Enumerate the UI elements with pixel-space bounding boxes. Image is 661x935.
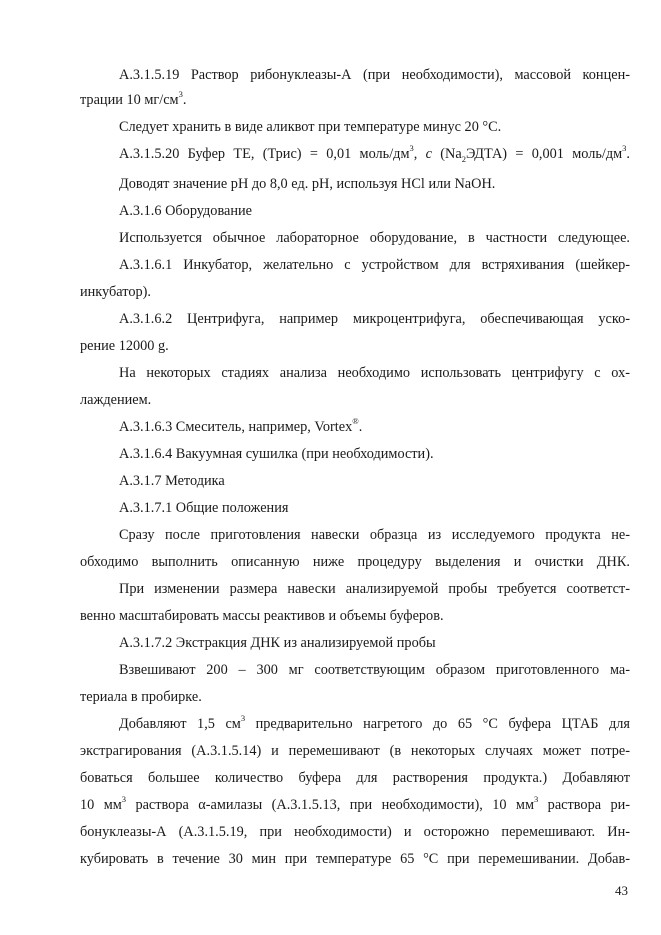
section-heading: А.3.1.7.1 Общие положения	[119, 500, 289, 516]
text-line: Взвешивают 200 – 300 мг соответствующим образом приготовленного ма-	[119, 662, 630, 678]
text-line: Доводят значение рН до 8,0 ед. рН, используя HCl или NaOH.	[119, 176, 496, 192]
text-line: лаждением.	[80, 392, 152, 408]
section-heading: А.3.1.6 Оборудование	[119, 203, 252, 219]
text-line: При изменении размера навески анализируемой пробы требуется соответст-	[119, 581, 630, 597]
text-line: Используется обычное лабораторное оборудование, в частности следующее.	[119, 230, 630, 246]
text-line: экстрагирования (А.3.1.5.14) и перемешивают (в некоторых случаях может потре-	[80, 743, 630, 759]
section-heading: А.3.1.7.2 Экстракция ДНК из анализируемой пробы	[119, 635, 436, 651]
text-line: А.3.1.6.3 Смеситель, например, Vortex®.	[119, 416, 363, 435]
text-line: Добавляют 1,5 $см^3$ предварительно нагретого до 65 °С буфера ЦТАБ для	[119, 713, 630, 732]
text-line: Сразу после приготовления навески образца из исследуемого продукта не-	[119, 527, 630, 543]
text-line: На некоторых стадиях анализа необходимо использовать центрифугу с ох-	[119, 365, 630, 381]
text-line: обходимо выполнить описанную ниже процедуру выделения и очистки ДНК.	[80, 554, 630, 570]
text-line: А.3.1.5.20 Буфер ТЕ, (Трис) = 0,01 моль/$дм^3$, c $(Na_2ЭДТА) = 0,001$ моль/$дм^3$.	[119, 143, 630, 164]
text-line: рение 12000 g.	[80, 338, 169, 354]
text-line: трации 10 $мг/см^3$.	[80, 89, 187, 108]
text-line: 10 $мм^3$ раствора α-амилазы (А.3.1.5.13, при необходимости), 10 $мм^3$ раствора ри-	[80, 794, 631, 813]
text-line: боваться большее количество буфера для растворения продукта.) Добавляют	[80, 770, 630, 786]
text-line: А.3.1.6.1 Инкубатор, желательно с устройством для встряхивания (шейкер-	[119, 257, 630, 273]
text-line: А.3.1.5.19 Раствор рибонуклеазы-А (при необходимости), массовой концен-	[119, 67, 630, 83]
text-line: кубировать в течение 30 мин при температуре 65 °С при перемешивании. Добав-	[80, 851, 630, 867]
text-line: А.3.1.6.2 Центрифуга, например микроцентрифуга, обеспечивающая уско-	[119, 311, 630, 327]
text-line: бонуклеазы-А (А.3.1.5.19, при необходимости) и осторожно перемешивают. Ин-	[80, 824, 630, 840]
text-line: териала в пробирке.	[80, 689, 202, 705]
text-line: инкубатор).	[80, 284, 151, 300]
text-line: Следует хранить в виде аликвот при температуре минус 20 °С.	[119, 119, 502, 135]
text-line: А.3.1.6.4 Вакуумная сушилка (при необходимости).	[119, 446, 434, 462]
text-line: венно масштабировать массы реактивов и объемы буферов.	[80, 608, 444, 624]
page-number: 43	[615, 883, 628, 898]
section-heading: А.3.1.7 Методика	[119, 473, 225, 489]
